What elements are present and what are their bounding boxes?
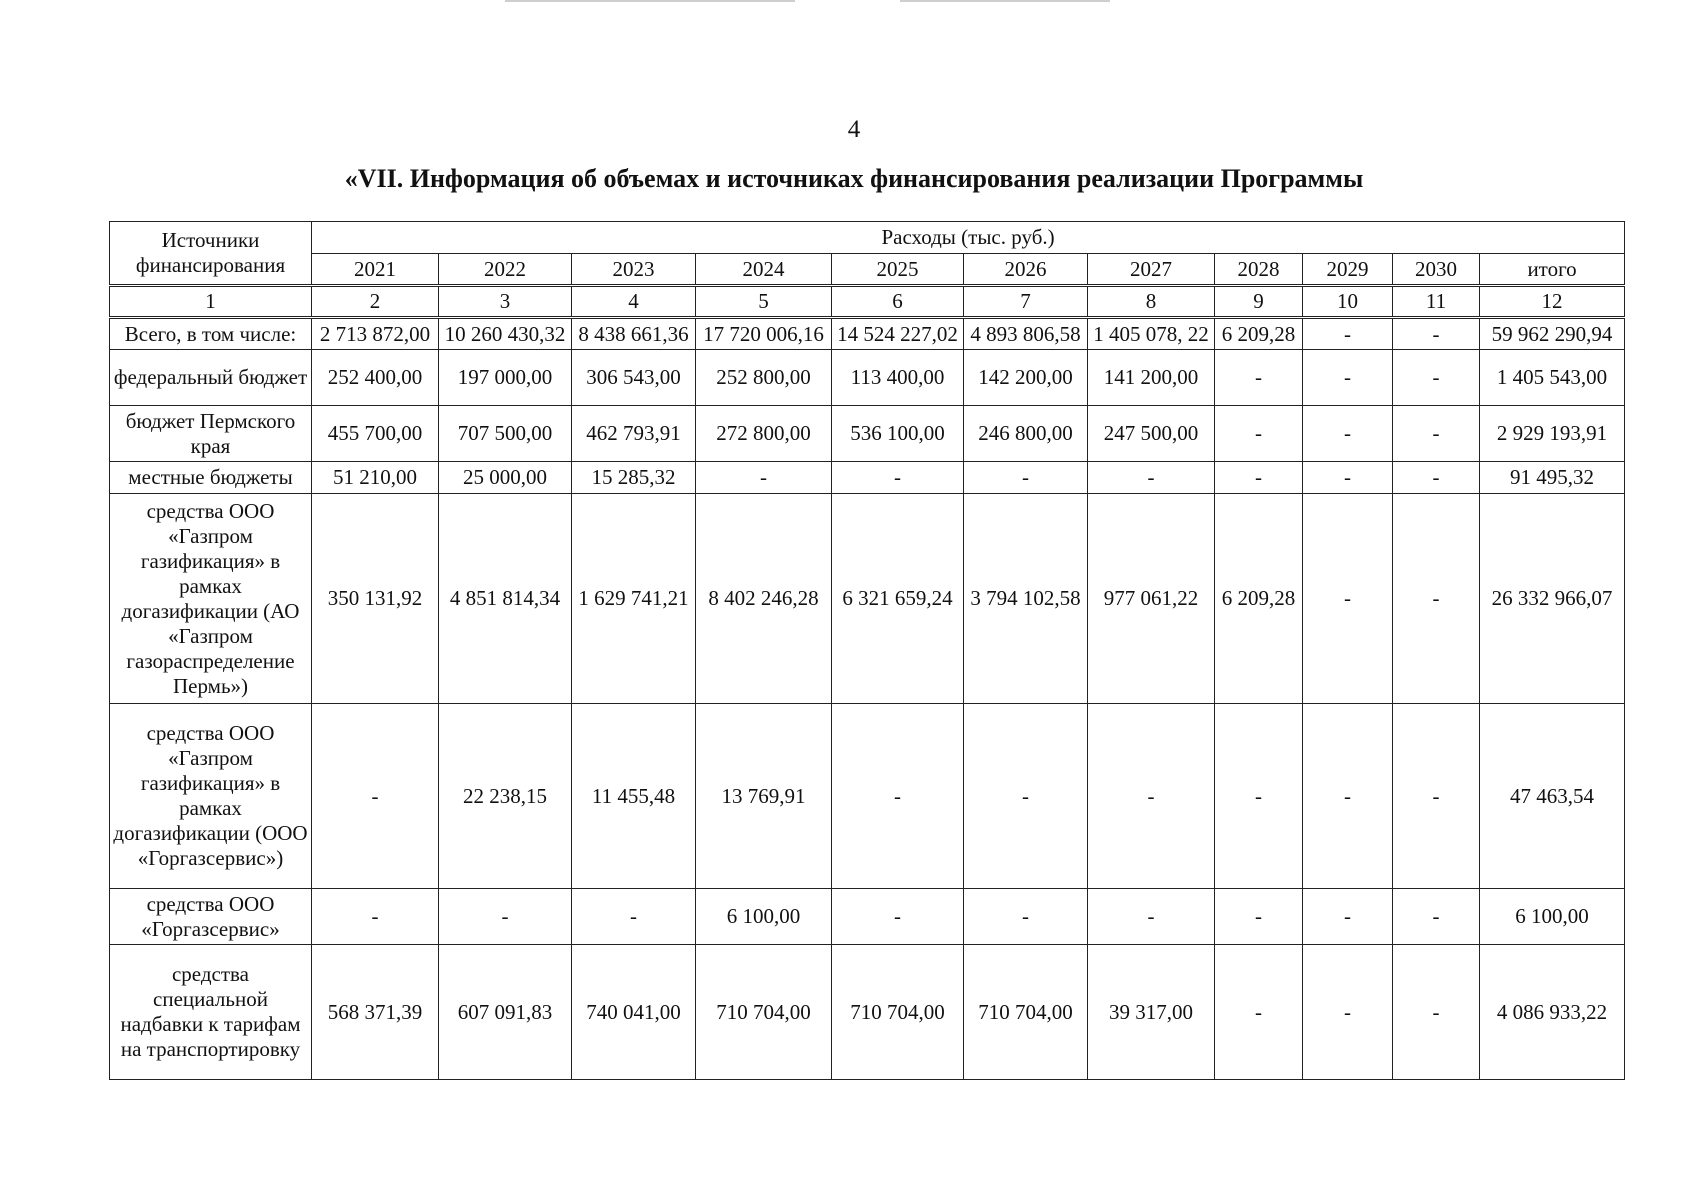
value-cell: 246 800,00 (964, 406, 1088, 462)
value-cell: 113 400,00 (832, 350, 964, 406)
source-cell: федеральный бюджет (110, 350, 312, 406)
value-cell: 2 713 872,00 (312, 318, 439, 350)
value-cell: 3 794 102,58 (964, 494, 1088, 704)
column-number: 4 (572, 286, 696, 318)
value-cell: - (1393, 494, 1480, 704)
value-cell: - (1393, 704, 1480, 889)
column-number: 8 (1088, 286, 1215, 318)
year-cell: 2029 (1303, 254, 1393, 286)
value-cell: - (1088, 889, 1215, 945)
value-cell: - (964, 704, 1088, 889)
value-cell: 707 500,00 (439, 406, 572, 462)
value-cell: - (1303, 889, 1393, 945)
value-cell: 462 793,91 (572, 406, 696, 462)
table-row-gorgaz (110, 889, 1625, 945)
value-cell: 710 704,00 (832, 945, 964, 1080)
value-cell: 26 332 966,07 (1480, 494, 1625, 704)
table-row-gazprom-perm (110, 494, 1625, 704)
value-cell: 607 091,83 (439, 945, 572, 1080)
table-row-gazprom-gorgaz (110, 704, 1625, 889)
source-cell: местные бюджеты (110, 462, 312, 494)
source-cell: средства ООО «Газпром газификация» в рамках догазификации (ООО «Горгазсервис») (110, 704, 312, 889)
value-cell: - (312, 889, 439, 945)
value-cell: - (832, 704, 964, 889)
column-number: 3 (439, 286, 572, 318)
year-cell: 2021 (312, 254, 439, 286)
table-row-regional (110, 406, 1625, 462)
value-cell: 10 260 430,32 (439, 318, 572, 350)
financing-table (109, 221, 1625, 1080)
value-cell: - (964, 462, 1088, 494)
column-number: 9 (1215, 286, 1303, 318)
scan-edge-line (505, 0, 795, 2)
column-number: 7 (964, 286, 1088, 318)
source-cell: средства ООО «Горгазсервис» (110, 889, 312, 945)
value-cell: 8 438 661,36 (572, 318, 696, 350)
year-cell: 2030 (1393, 254, 1480, 286)
value-cell: 455 700,00 (312, 406, 439, 462)
value-cell: - (1215, 462, 1303, 494)
value-cell: 2 929 193,91 (1480, 406, 1625, 462)
value-cell: - (1393, 350, 1480, 406)
value-cell: 710 704,00 (696, 945, 832, 1080)
value-cell: 710 704,00 (964, 945, 1088, 1080)
year-cell: 2025 (832, 254, 964, 286)
source-cell: средства ООО «Газпром газификация» в рамках догазификации (АО «Газпром газораспределение Пермь») (110, 494, 312, 704)
value-cell: - (832, 462, 964, 494)
value-cell: 252 800,00 (696, 350, 832, 406)
year-cell: 2024 (696, 254, 832, 286)
value-cell: 59 962 290,94 (1480, 318, 1625, 350)
value-cell: 6 209,28 (1215, 318, 1303, 350)
value-cell: 350 131,92 (312, 494, 439, 704)
value-cell: 272 800,00 (696, 406, 832, 462)
column-number: 6 (832, 286, 964, 318)
year-cell: 2026 (964, 254, 1088, 286)
value-cell: - (696, 462, 832, 494)
source-cell: средства специальной надбавки к тарифам на транспортировку (110, 945, 312, 1080)
source-cell: бюджет Пермского края (110, 406, 312, 462)
value-cell: - (1215, 889, 1303, 945)
column-number-row (110, 286, 1625, 318)
value-cell: - (1303, 406, 1393, 462)
column-number: 5 (696, 286, 832, 318)
value-cell: - (312, 704, 439, 889)
value-cell: 306 543,00 (572, 350, 696, 406)
value-cell: - (832, 889, 964, 945)
value-cell: 197 000,00 (439, 350, 572, 406)
value-cell: 15 285,32 (572, 462, 696, 494)
value-cell: 1 629 741,21 (572, 494, 696, 704)
value-cell: 536 100,00 (832, 406, 964, 462)
value-cell: - (1393, 318, 1480, 350)
value-cell: - (1215, 350, 1303, 406)
header-expenses: Расходы (тыс. руб.) (312, 222, 1625, 254)
header-row (110, 222, 1625, 254)
value-cell: 14 524 227,02 (832, 318, 964, 350)
value-cell: - (964, 889, 1088, 945)
value-cell: 1 405 543,00 (1480, 350, 1625, 406)
value-cell: - (439, 889, 572, 945)
value-cell: 22 238,15 (439, 704, 572, 889)
value-cell: 247 500,00 (1088, 406, 1215, 462)
scan-edge-line (900, 0, 1110, 2)
table-row-tariff (110, 945, 1625, 1080)
value-cell: 51 210,00 (312, 462, 439, 494)
value-cell: 4 893 806,58 (964, 318, 1088, 350)
value-cell: - (1303, 462, 1393, 494)
value-cell: - (1303, 494, 1393, 704)
year-cell: 2028 (1215, 254, 1303, 286)
value-cell: - (1393, 945, 1480, 1080)
value-cell: 142 200,00 (964, 350, 1088, 406)
value-cell: 740 041,00 (572, 945, 696, 1080)
value-cell: - (1393, 889, 1480, 945)
value-cell: 6 100,00 (696, 889, 832, 945)
value-cell: - (1393, 462, 1480, 494)
value-cell: 4 086 933,22 (1480, 945, 1625, 1080)
column-number: 10 (1303, 286, 1393, 318)
value-cell: 25 000,00 (439, 462, 572, 494)
value-cell: 11 455,48 (572, 704, 696, 889)
value-cell: - (1303, 945, 1393, 1080)
page-number: 4 (847, 116, 861, 143)
header-source: Источники финансирования (110, 222, 312, 286)
value-cell: 568 371,39 (312, 945, 439, 1080)
value-cell: - (572, 889, 696, 945)
value-cell: 6 209,28 (1215, 494, 1303, 704)
value-cell: - (1393, 406, 1480, 462)
header-years-row (110, 254, 1625, 286)
value-cell: 252 400,00 (312, 350, 439, 406)
column-number: 1 (110, 286, 312, 318)
year-cell: 2022 (439, 254, 572, 286)
value-cell: - (1215, 704, 1303, 889)
value-cell: 47 463,54 (1480, 704, 1625, 889)
column-number: 2 (312, 286, 439, 318)
value-cell: 8 402 246,28 (696, 494, 832, 704)
value-cell: - (1215, 945, 1303, 1080)
column-number: 12 (1480, 286, 1625, 318)
total-header-cell: итого (1480, 254, 1625, 286)
value-cell: - (1303, 350, 1393, 406)
value-cell: - (1088, 462, 1215, 494)
value-cell: 91 495,32 (1480, 462, 1625, 494)
value-cell: 6 100,00 (1480, 889, 1625, 945)
year-cell: 2027 (1088, 254, 1215, 286)
value-cell: 6 321 659,24 (832, 494, 964, 704)
source-cell: Всего, в том числе: (110, 318, 312, 350)
page-title: «VII. Информация об объемах и источниках финансирования реализации Программы (344, 164, 1364, 193)
value-cell: - (1303, 318, 1393, 350)
value-cell: 39 317,00 (1088, 945, 1215, 1080)
value-cell: 141 200,00 (1088, 350, 1215, 406)
value-cell: 17 720 006,16 (696, 318, 832, 350)
table-row-total (110, 318, 1625, 350)
table-row-local (110, 462, 1625, 494)
year-cell: 2023 (572, 254, 696, 286)
value-cell: - (1088, 704, 1215, 889)
value-cell: 4 851 814,34 (439, 494, 572, 704)
value-cell: 1 405 078, 22 (1088, 318, 1215, 350)
value-cell: - (1303, 704, 1393, 889)
column-number: 11 (1393, 286, 1480, 318)
value-cell: 977 061,22 (1088, 494, 1215, 704)
table-row-federal (110, 350, 1625, 406)
value-cell: 13 769,91 (696, 704, 832, 889)
value-cell: - (1215, 406, 1303, 462)
